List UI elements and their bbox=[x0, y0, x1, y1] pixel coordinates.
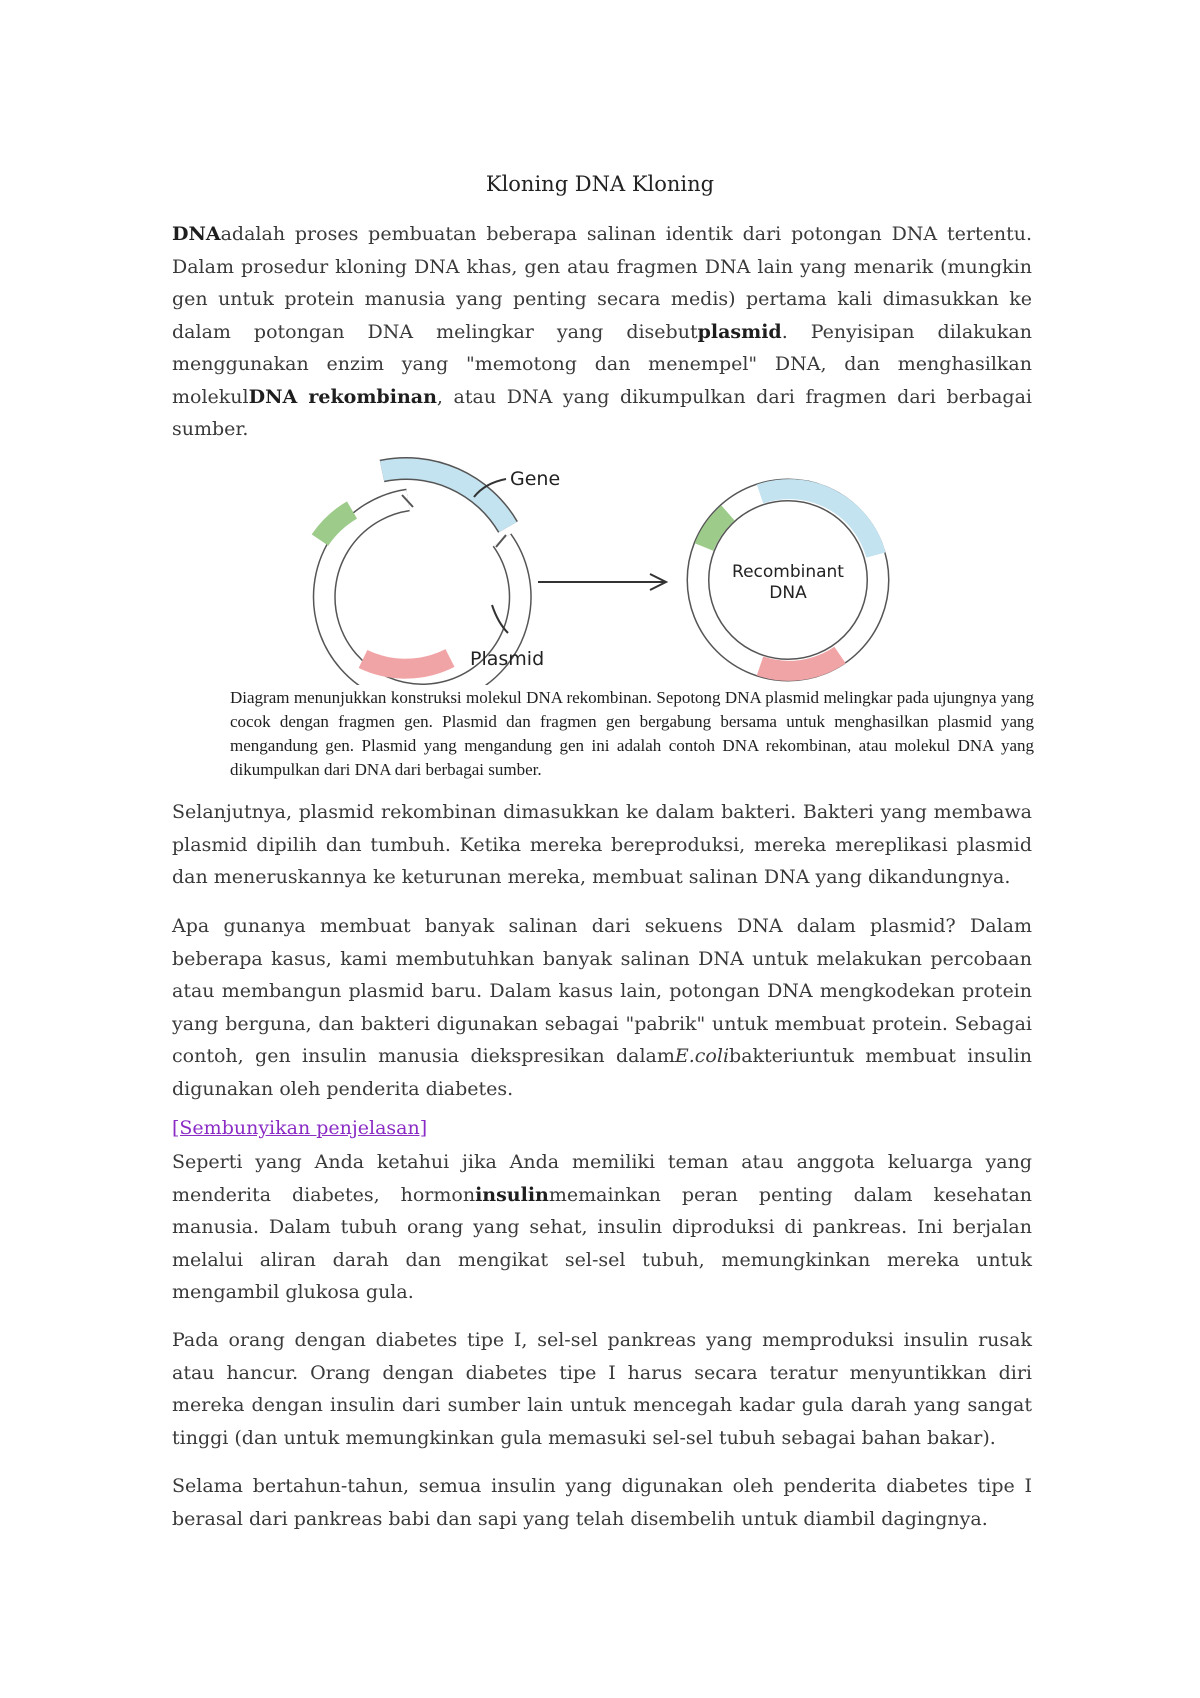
recombinant-dna-diagram bbox=[270, 455, 920, 685]
paragraph-bacteria: Selanjutnya, plasmid rekombinan dimasukkan ke dalam bakteri. Bakteri yang membawa plasmid dipilih dan tumbuh. Ketika mereka bereproduksi, mereka mereplikasi plasmid dan meneruskannya ke keturunan mereka, membuat salinan DNA yang dikandungnya. bbox=[172, 801, 1032, 888]
insulin-text-2: memainkan peran penting dalam kesehatan manusia. Dalam tubuh orang yang sehat, insulin diproduksi di pankreas. Ini berjalan melalui aliran darah dan mengikat sel-sel tubuh, memungkinkan mereka untuk mengambil glukosa gula. bbox=[172, 1183, 1033, 1303]
paragraph-diabetes-type1: Pada orang dengan diabetes tipe I, sel-sel pankreas yang memproduksi insulin rusak atau hancur. Orang dengan diabetes tipe I harus secara teratur menyuntikkan diri mereka dengan insulin dari sumber lain untuk mencegah kadar gula darah yang sangat tinggi (dan untuk memungkinkan gula memasuki sel-sel tubuh sebagai bahan bakar). bbox=[172, 1329, 1032, 1449]
term-recombinant-dna: DNA rekombinan bbox=[248, 385, 437, 408]
arrow bbox=[538, 574, 666, 590]
hide-explanation-link[interactable]: [Sembunyikan penjelasan] bbox=[172, 1117, 428, 1139]
purpose-text-1: Apa gunanya membuat banyak salinan dari sekuens DNA dalam plasmid? Dalam beberapa kasus, kami membutuhkan banyak salinan DNA untuk melakukan percobaan atau membangun plasmid baru. Dalam kasus lain, potongan DNA mengkodekan protein yang berguna, dan bakteri digunakan sebagai "pabrik" untuk membuat protein. Sebagai contoh, gen insulin manusia diekspresikan dalam bbox=[172, 915, 1032, 1067]
gene-label: Gene bbox=[510, 468, 561, 490]
pink-segment-left bbox=[363, 658, 450, 669]
term-plasmid: plasmid bbox=[697, 320, 782, 343]
intro-text-1: adalah proses pembuatan beberapa salinan identik dari potongan DNA tertentu. Dalam prosedur kloning DNA khas, gen atau fragmen DNA lain yang menarik (mungkin gen untuk protein manusia yang penting secara medis) pertama kali dimasukkan ke dalam potongan DNA melingkar yang disebut bbox=[172, 223, 1032, 343]
figure-caption: Diagram menunjukkan konstruksi molekul DNA rekombinan. Sepotong DNA plasmid melingkar pada ujungnya yang cocok dengan fragmen gen. Plasmid dan fragmen gen bergabung bersama untuk menghasilkan plasmid yang mengandung gen. Plasmid yang mengandung gen ini adalah contoh DNA rekombinan, atau molekul DNA yang dikumpulkan dari DNA dari berbagai sumber. bbox=[230, 688, 1034, 779]
plasmid-label: Plasmid bbox=[470, 648, 545, 670]
paragraph-history: Selama bertahun-tahun, semua insulin yang digunakan oleh penderita diabetes tipe I berasal dari pankreas babi dan sapi yang telah disembelih untuk diambil dagingnya. bbox=[172, 1475, 1032, 1530]
recombinant-plasmid bbox=[698, 489, 878, 671]
term-insulin: insulin bbox=[475, 1183, 549, 1206]
paragraph-purpose bbox=[172, 910, 1032, 1105]
paragraph-insulin bbox=[172, 1146, 1032, 1309]
term-dna: DNA bbox=[172, 223, 221, 245]
recombinant-label: Recombinant bbox=[732, 562, 844, 582]
page-title: Kloning DNA Kloning bbox=[485, 172, 715, 196]
paragraph-intro bbox=[172, 218, 1032, 446]
term-ecoli: E.coli bbox=[674, 1045, 730, 1067]
insulin-text-1: Seperti yang Anda ketahui jika Anda memiliki teman atau anggota keluarga yang menderita diabetes, hormon bbox=[172, 1151, 1032, 1206]
dna-label: DNA bbox=[769, 583, 807, 603]
intro-text-2: . Penyisipan dilakukan menggunakan enzim yang "memotong dan menempel" DNA, dan menghasilkan molekul bbox=[172, 320, 1033, 408]
gene-fragment bbox=[382, 468, 560, 527]
purpose-text-2: bakteriuntuk membuat insulin digunakan oleh penderita diabetes. bbox=[172, 1045, 1032, 1100]
intro-text-3: , atau DNA yang dikumpulkan dari fragmen dari berbagai sumber. bbox=[172, 385, 1033, 440]
